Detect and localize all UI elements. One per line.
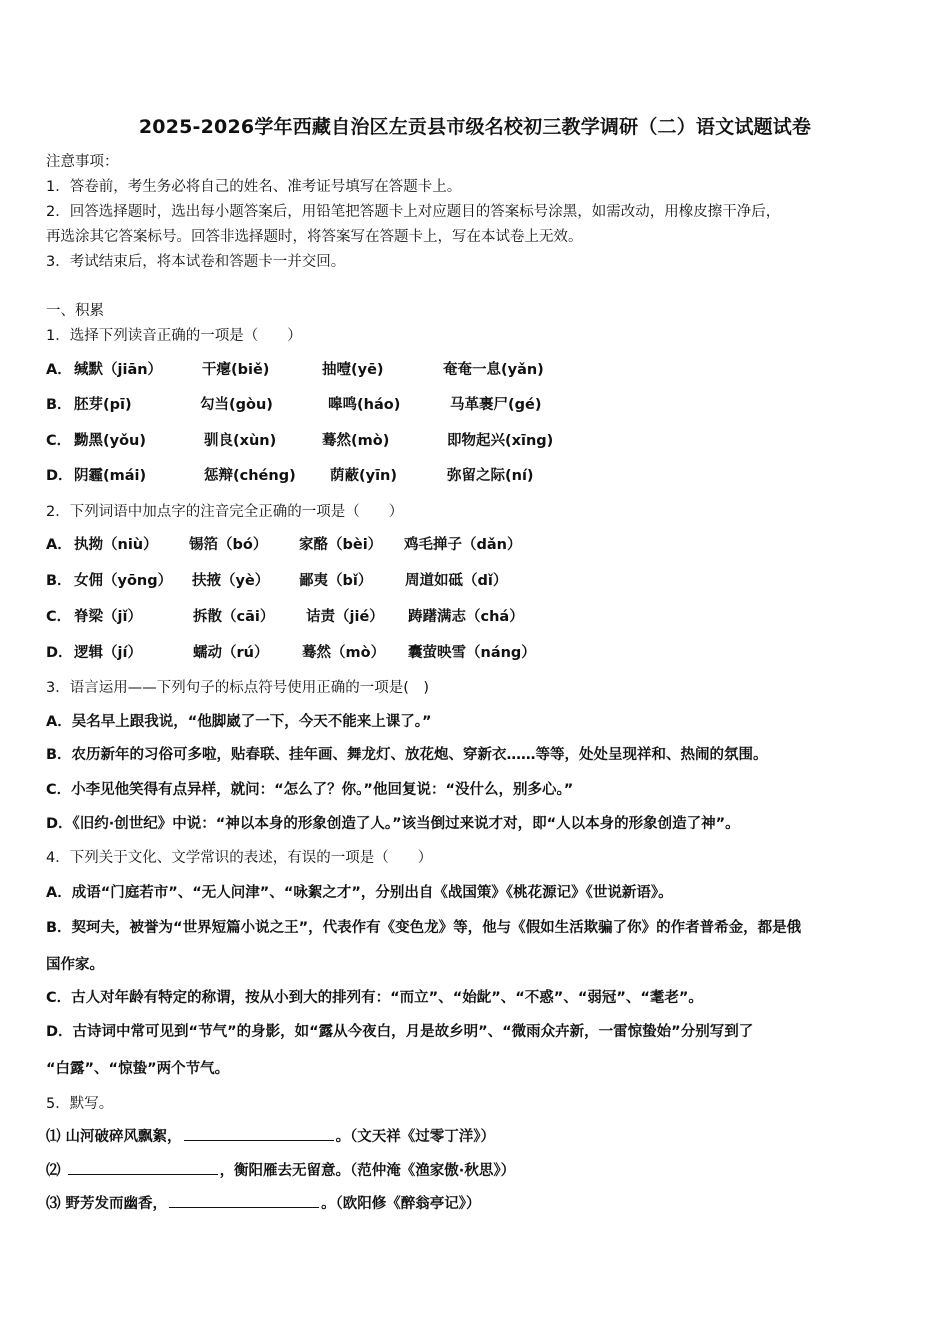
q1-option-c-item: 黝黑(yǒu)	[74, 433, 146, 449]
q5-line-1-prefix: ⑴ 山河破碎风飘絮，	[46, 1129, 182, 1145]
notice-item: 再选涂其它答案标号。回答非选择题时，将答案写在答题卡上，写在本试卷上无效。	[46, 229, 583, 245]
q4-option-c: C．古人对年龄有特定的称谓，按从小到大的排列有：“而立”、“始龀”、“不惑”、“弱冠”、“耄老”。	[46, 990, 703, 1006]
question-4-stem: 4．下列关于文化、文学常识的表述，有误的一项是（ ）	[46, 850, 433, 866]
q1-option-a-label: A．	[46, 362, 72, 378]
q5-line-2-suffix: ，衡阳雁去无留意。（范仲淹《渔家傲·秋思》）	[219, 1163, 516, 1179]
question-2-stem: 2．下列词语中加点字的注音完全正确的一项是（ ）	[46, 504, 404, 520]
q1-option-c-label: C．	[46, 433, 72, 449]
q1-option-d-item: 荫蔽(yīn)	[330, 468, 397, 484]
q4-option-a: A．成语“门庭若市”、“无人问津”、“咏絮之才”，分别出自《战国策》《桃花源记》《世说新语》。	[46, 885, 673, 901]
q4-option-b: B．契珂夫，被誉为“世界短篇小说之王”，代表作有《变色龙》等，他与《假如生活欺骗了你》的作者普希金，都是俄	[46, 920, 802, 936]
q1-option-c-item: 驯良(xùn)	[204, 433, 277, 449]
q1-option-d-item: 弥留之际(ní)	[447, 468, 534, 484]
q1-option-d-item: 惩辩(chéng)	[204, 468, 296, 484]
q5-line-3-prefix: ⑶ 野芳发而幽香，	[46, 1196, 168, 1212]
q4-option-d-continued: “白露”、“惊蛰”两个节气。	[46, 1061, 230, 1077]
q5-line-2-prefix: ⑵	[46, 1163, 66, 1179]
question-5-stem: 5．默写。	[46, 1096, 114, 1112]
answer-blank[interactable]	[184, 1126, 334, 1141]
q3-option-c: C．小李见他笑得有点异样，就问：“怎么了？你。”他回复说：“没什么，别多心。”	[46, 782, 574, 798]
q2-option-b-item: 扶掖（yè）	[192, 573, 270, 589]
q1-option-a-item: 干瘪(biě)	[202, 362, 270, 378]
q1-option-b-label: B．	[46, 397, 72, 413]
q1-option-c-item: 蓦然(mò)	[322, 433, 390, 449]
q5-line-3	[46, 1193, 481, 1214]
q5-line-2	[46, 1160, 515, 1181]
q1-option-b-item: 嗥鸣(háo)	[328, 397, 401, 413]
q1-option-d-item: 阴霾(mái)	[74, 468, 147, 484]
q2-option-c-item: 脊梁（jǐ）	[74, 609, 142, 625]
q2-option-c-item: 诘责（jié）	[306, 609, 384, 625]
question-3-stem: 3．语言运用——下列句子的标点符号使用正确的一项是( )	[46, 680, 430, 696]
notice-item: 3．考试结束后，将本试卷和答题卡一并交回。	[46, 254, 346, 270]
q1-option-b-item: 马革裹尸(gé)	[450, 397, 542, 413]
q4-option-d: D．古诗词中常可见到“节气”的身影，如“露从今夜白，月是故乡明”、“微雨众卉新，一雷惊蛰始”分别写到了	[46, 1024, 754, 1040]
answer-blank[interactable]	[68, 1160, 218, 1175]
notice-item: 2．回答选择题时，选出每小题答案后，用铅笔把答题卡上对应题目的答案标号涂黑，如需改动，用橡皮擦干净后，	[46, 204, 781, 220]
q2-option-d-label: D．	[46, 645, 73, 661]
question-1-stem: 1．选择下列读音正确的一项是（ ）	[46, 328, 302, 344]
q2-option-a-item: 执拗（niù）	[74, 537, 158, 553]
q2-option-d-item: 蠕动（rú）	[193, 645, 269, 661]
q2-option-a-item: 鸡毛掸子（dǎn）	[404, 537, 522, 553]
q2-option-a-item: 家酪（bèi）	[299, 537, 383, 553]
q2-option-c-label: C．	[46, 609, 72, 625]
section-heading: 一、积累	[46, 303, 104, 319]
q2-option-a-label: A．	[46, 537, 72, 553]
q5-line-1	[46, 1126, 495, 1147]
q3-option-d: D．《旧约·创世纪》中说：“神以本身的形象创造了人。”该当倒过来说才对，即“人以本身的形象创造了神”。	[46, 816, 740, 832]
q1-option-a-item: 抽噎(yē)	[322, 362, 384, 378]
q1-option-b-item: 勾当(gòu)	[200, 397, 273, 413]
notice-item: 1．答卷前，考生务必将自己的姓名、准考证号填写在答题卡上。	[46, 179, 462, 195]
page-title: 2025-2026学年西藏自治区左贡县市级名校初三教学调研（二）语文试题试卷	[138, 116, 812, 138]
q1-option-a-item: 缄默（jiān）	[74, 362, 163, 378]
q2-option-a-item: 锡箔（bó）	[189, 537, 268, 553]
q2-option-c-item: 踌躇满志（chá）	[408, 609, 524, 625]
q4-option-b-continued: 国作家。	[46, 957, 104, 973]
q3-option-b: B．农历新年的习俗可多啦，贴春联、挂年画、舞龙灯、放花炮、穿新衣……等等，处处呈现祥和、热闹的氛围。	[46, 747, 768, 763]
q1-option-c-item: 即物起兴(xīng)	[447, 433, 554, 449]
q2-option-b-item: 周道如砥（dǐ）	[405, 573, 508, 589]
q1-option-d-label: D．	[46, 468, 73, 484]
q2-option-b-item: 鄙夷（bǐ）	[299, 573, 373, 589]
answer-blank[interactable]	[169, 1193, 319, 1208]
q5-line-3-suffix: 。（欧阳修《醉翁亭记》）	[321, 1196, 481, 1212]
q2-option-d-item: 逻辑（jí）	[74, 645, 142, 661]
q2-option-b-item: 女佣（yōng）	[74, 573, 173, 589]
q5-line-1-suffix: 。（文天祥《过零丁洋》）	[335, 1129, 496, 1145]
q3-option-a: A．吴名早上跟我说，“他脚崴了一下，今天不能来上课了。”	[46, 714, 432, 730]
q2-option-d-item: 囊萤映雪（náng）	[408, 645, 536, 661]
q2-option-d-item: 蓦然（mò）	[302, 645, 386, 661]
notice-heading: 注意事项：	[46, 154, 119, 170]
q2-option-c-item: 拆散（cāi）	[193, 609, 275, 625]
q1-option-b-item: 胚芽(pī)	[74, 397, 132, 413]
q2-option-b-label: B．	[46, 573, 72, 589]
q1-option-a-item: 奄奄一息(yǎn)	[443, 362, 544, 378]
